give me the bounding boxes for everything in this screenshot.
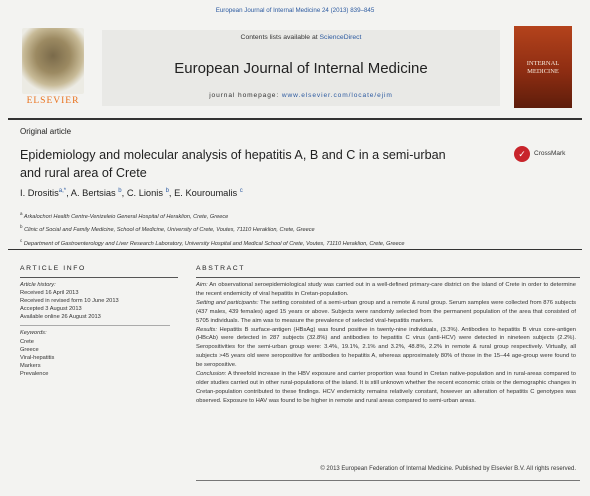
history-item: Available online 26 August 2013 [20, 314, 101, 321]
article-info-heading: ARTICLE INFO [20, 265, 86, 272]
keyword: Prevalence [20, 370, 49, 377]
abstract-paragraph-label: Setting and participants: [196, 299, 259, 306]
article-type: Original article [20, 127, 72, 136]
abstract-paragraph: Conclusion: A threefold increase in the HBV exposure and carrier proportion was found in Cretan native-population and in rural-areas compared to older studies carried out in other rural-populations of the island. It is still unknown whether the recent economic crisis or the demographic changes in Cretan-population contributed to these findings. HCV endemicity remains relatively constant, however an alteration of hepatitis C genotypes was observed. Exposure to HAV was found to be higher in remote and rural areas compared to semi-urban areas. [196, 371, 576, 404]
sciencedirect-link[interactable]: ScienceDirect [319, 34, 362, 41]
affiliation-item: $^a$ Arkalochori Health Centre-Venizeleio General Hospital of Heraklion, Crete, Greece [20, 211, 229, 220]
journal-homepage [102, 92, 500, 99]
homepage-link[interactable]: www.elsevier.com/locate/ejim [281, 92, 393, 99]
affiliation-item: $^b$ Clinic of Social and Family Medicine, School of Medicine, University of Crete, Voutes, 71110 Heraklion, Crete, Greece [20, 224, 315, 234]
abstract-paragraph: Setting and participants: The setting consisted of a semi-urban group and a remote & rural group. Serum samples were collected from 876 subjects (437 males, 439 females) aged 15 years or above. Subjects were randomly selected from the permanent population of the area that consisted of 5705 individuals. The aim was to measure the prevalence of selected viral-hepatitis markers. [196, 299, 576, 324]
article-title-line1: Epidemiology and molecular analysis of hepatitis A, B and C in a semi-urban [20, 148, 446, 162]
author[interactable]: C. Lionis $^b$, [126, 188, 175, 199]
author-affiliation-mark[interactable]: b [118, 188, 122, 194]
abstract-body [196, 281, 576, 406]
keyword: Crete [20, 338, 34, 345]
author[interactable]: A. Bertsias $^b$, [70, 188, 127, 199]
history-item: Received in revised form 10 June 2013 [20, 298, 119, 305]
crossmark-button[interactable] [514, 146, 574, 166]
elsevier-wordmark: ELSEVIER [26, 96, 80, 106]
author-affiliation-mark[interactable]: b [165, 188, 169, 194]
author-affiliation-mark[interactable]: c [239, 188, 243, 194]
history-item: Accepted 3 August 2013 [20, 306, 82, 313]
journal-title: European Journal of Internal Medicine [174, 60, 428, 77]
keywords-divider [20, 325, 170, 326]
abstract-heading: ABSTRACT [196, 265, 246, 272]
affiliation-item: $^c$ Department of Gastroenterology and Liver Research Laboratory, University Hospital and Medical School of Crete, Voutes, 71110 Heraklion, Crete, Greece [20, 237, 405, 247]
abstract-rule [196, 277, 580, 278]
elsevier-logo [22, 28, 84, 108]
journal-banner [102, 30, 500, 106]
keyword: Greece [20, 346, 39, 353]
cover-title-line2: MEDICINE [527, 68, 559, 75]
article-history-label: Article history: [20, 282, 56, 288]
affiliation-list [20, 209, 580, 249]
copyright-notice: © 2013 European Federation of Internal Medicine. Published by Elsevier B.V. All rights reserved. [320, 466, 576, 472]
cover-title-line1: INTERNAL [526, 60, 560, 67]
author[interactable]: I. Drositis$^{a,*}$, [20, 188, 71, 199]
article-info-rule [20, 277, 178, 278]
abstract-paragraph-label: Conclusion: [196, 371, 227, 378]
crossmark-icon: ✓ [514, 146, 530, 162]
crossmark-label: CrossMark [534, 150, 566, 157]
keyword: Viral-hepatitis [20, 354, 55, 361]
abstract-paragraph-label: Aim: [196, 282, 208, 288]
author-list [20, 188, 580, 198]
affiliations-divider [8, 249, 582, 250]
journal-citation[interactable]: European Journal of Internal Medicine 24 (2013) 839–845 [215, 7, 375, 14]
abstract-paragraph-label: Results: [196, 326, 217, 333]
article-info [20, 281, 178, 378]
author-affiliation-mark[interactable]: a,* [58, 188, 67, 194]
elsevier-tree-icon [22, 28, 84, 94]
header-divider [8, 118, 582, 120]
homepage-prefix: journal homepage: [209, 92, 282, 99]
article-title [20, 146, 508, 182]
abstract-paragraph: Aim: An observational seroepidemiological study was carried out in a well-defined primary-care district on the island of Crete in order to determine the recent endemicity of viral hepatitis in Cretan-population. [196, 282, 576, 297]
history-item: Received 16 April 2013 [20, 290, 79, 297]
contents-line [102, 34, 500, 41]
author[interactable]: E. Kouroumalis $^c$ [174, 188, 243, 199]
contents-prefix: Contents lists available at [240, 34, 320, 41]
abstract-paragraph: Results: Hepatitis B surface-antigen (HBsAg) was found positive in twenty-nine individuals, (3.3%). Antibodies to hepatitis B virus core-antigen (HBcAb) were detected in 287 subjects (32.8%) and antibodies to hepatitis C virus (anti-HCV) were detected in nineteen subjects (2.2%). Seropositivities for the semi-urban group were: 3.4%, 19.1%, 2.1% and 3.2%, 48.8%, 2.2% in remote & rural group respectively. Virtually, all subjects >45 years old were seropositive for antibodies to hepatitis A, whereas approximately 80% of those in the 15–44 age-group were found to be seropositive. [196, 326, 576, 369]
journal-header [8, 24, 580, 116]
journal-cover-thumbnail [514, 26, 572, 108]
keyword: Markers [20, 362, 41, 369]
article-title-line2: and rural area of Crete [20, 166, 147, 180]
keywords-label: Keywords: [20, 330, 47, 337]
abstract-bottom-rule [196, 480, 580, 481]
